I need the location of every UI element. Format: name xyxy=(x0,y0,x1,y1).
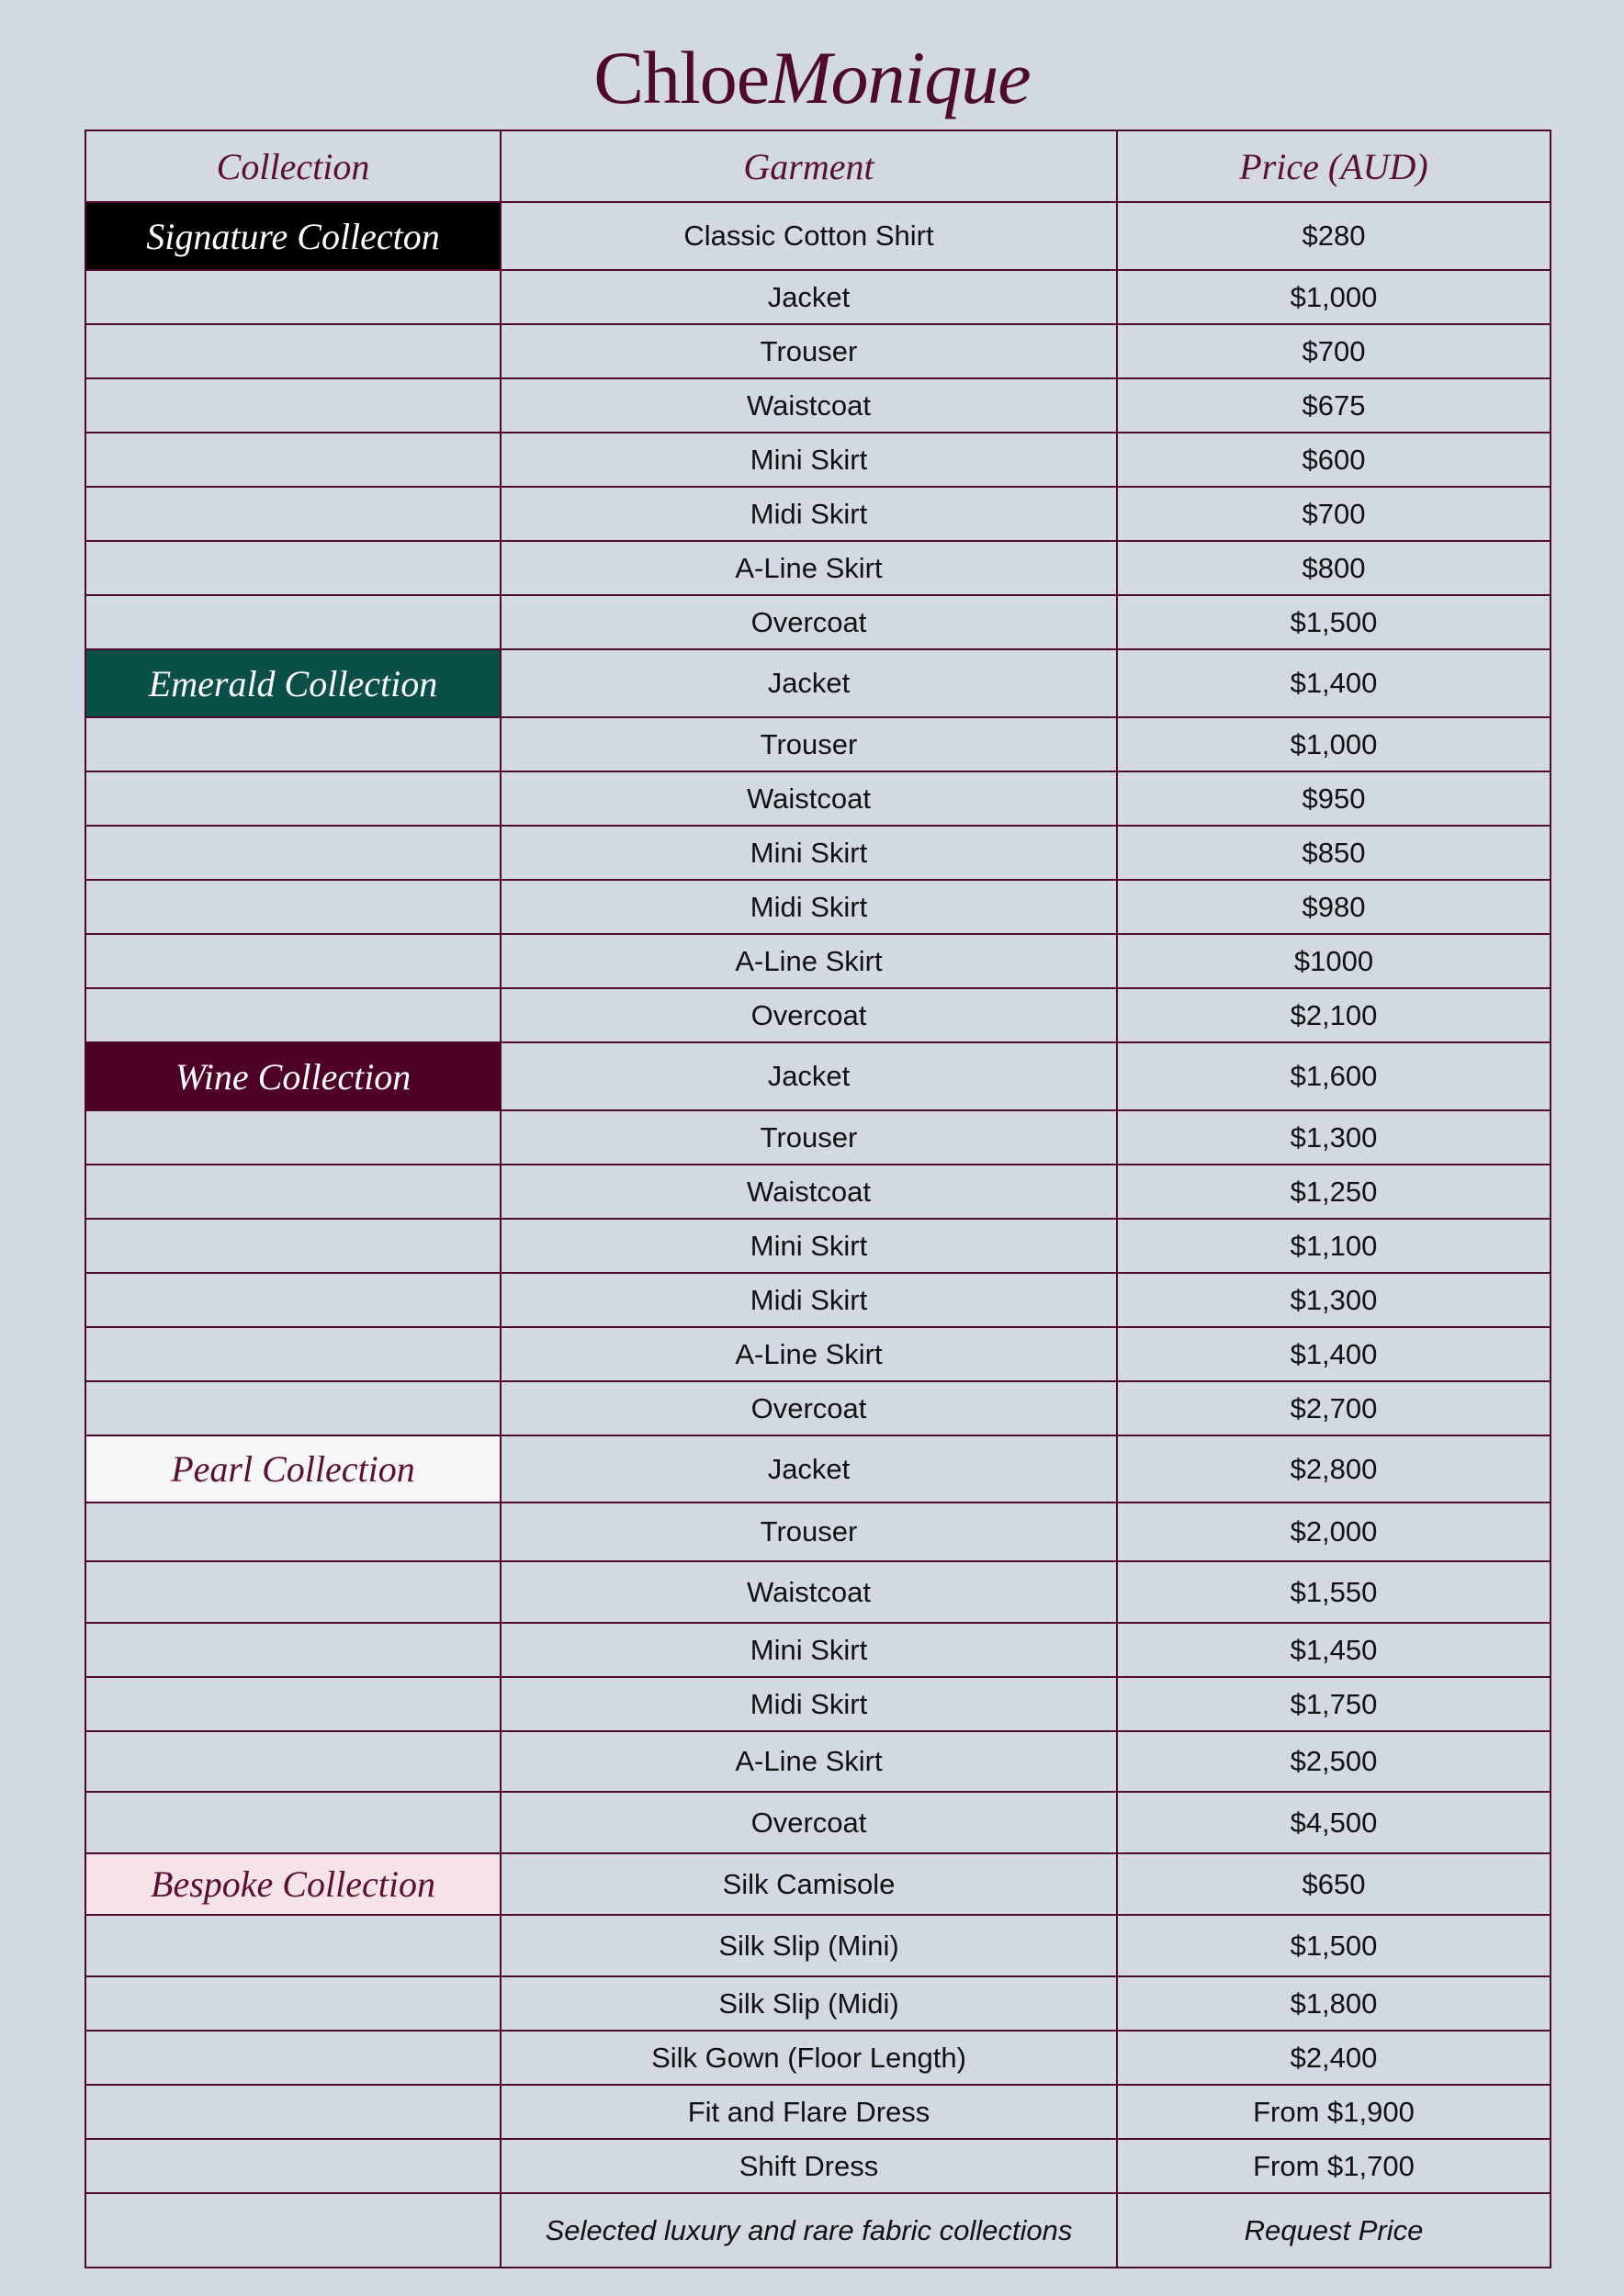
table-body xyxy=(86,203,1550,2267)
table-row xyxy=(86,1111,1550,1165)
table-row xyxy=(86,2032,1550,2086)
collection-cell-empty xyxy=(86,1977,500,2030)
price-cell: $2,000 xyxy=(1116,1503,1550,1560)
table-row xyxy=(86,935,1550,989)
garment-cell: Waistcoat xyxy=(500,1562,1116,1622)
price-cell: $1,500 xyxy=(1116,1916,1550,1975)
price-cell: $4,500 xyxy=(1116,1793,1550,1852)
collection-cell-empty xyxy=(86,2140,500,2192)
garment-cell: Midi Skirt xyxy=(500,1678,1116,1730)
table-row xyxy=(86,772,1550,827)
table-row xyxy=(86,433,1550,488)
price-cell: $2,800 xyxy=(1116,1436,1550,1502)
garment-cell: Mini Skirt xyxy=(500,1624,1116,1676)
price-cell: $1,500 xyxy=(1116,596,1550,648)
price-cell: $1,000 xyxy=(1116,718,1550,771)
collection-label: Wine Collection xyxy=(86,1043,500,1109)
collection-cell-empty xyxy=(86,1732,500,1791)
price-cell: $1,450 xyxy=(1116,1624,1550,1676)
price-cell: $600 xyxy=(1116,433,1550,486)
garment-cell: A-Line Skirt xyxy=(500,935,1116,987)
garment-cell: Overcoat xyxy=(500,1382,1116,1435)
garment-cell: Midi Skirt xyxy=(500,881,1116,933)
table-row xyxy=(86,1793,1550,1854)
header-price: Price (AUD) xyxy=(1116,131,1550,201)
price-cell: $700 xyxy=(1116,488,1550,540)
garment-cell: Jacket xyxy=(500,1436,1116,1502)
table-row xyxy=(86,271,1550,325)
table-row xyxy=(86,2086,1550,2140)
collection-cell-empty xyxy=(86,2086,500,2138)
price-cell: $2,400 xyxy=(1116,2032,1550,2084)
table-row xyxy=(86,1328,1550,1382)
collection-cell-empty xyxy=(86,433,500,486)
table-row xyxy=(86,881,1550,935)
collection-cell-empty xyxy=(86,1562,500,1622)
collection-cell-empty xyxy=(86,1793,500,1852)
collection-label: Pearl Collection xyxy=(86,1436,500,1502)
table-row xyxy=(86,488,1550,542)
garment-cell: Silk Slip (Midi) xyxy=(500,1977,1116,2030)
collection-cell-empty xyxy=(86,772,500,825)
table-row xyxy=(86,1977,1550,2032)
table-row xyxy=(86,650,1550,718)
price-cell: $1,100 xyxy=(1116,1220,1550,1272)
garment-cell: Jacket xyxy=(500,650,1116,716)
brand-second: Monique xyxy=(769,36,1031,119)
price-cell: $1,400 xyxy=(1116,1328,1550,1380)
collection-cell-empty xyxy=(86,271,500,323)
price-cell: From $1,700 xyxy=(1116,2140,1550,2192)
garment-cell: Silk Camisole xyxy=(500,1854,1116,1914)
price-cell: $1,800 xyxy=(1116,1977,1550,2030)
price-cell: $1,300 xyxy=(1116,1111,1550,1164)
table-row xyxy=(86,2194,1550,2267)
collection-cell-empty xyxy=(86,596,500,648)
table-row xyxy=(86,989,1550,1043)
table-row xyxy=(86,1854,1550,1916)
price-cell: $1,600 xyxy=(1116,1043,1550,1109)
collection-cell-empty xyxy=(86,881,500,933)
garment-cell: Overcoat xyxy=(500,989,1116,1041)
collection-label: Signature Collecton xyxy=(86,203,500,269)
price-cell: $2,700 xyxy=(1116,1382,1550,1435)
collection-cell-empty xyxy=(86,542,500,594)
garment-cell: Classic Cotton Shirt xyxy=(500,203,1116,269)
table-row xyxy=(86,2140,1550,2194)
collection-cell-empty xyxy=(86,1274,500,1326)
collection-cell-empty xyxy=(86,488,500,540)
table-row xyxy=(86,1624,1550,1678)
price-cell: $1,550 xyxy=(1116,1562,1550,1622)
garment-cell: Trouser xyxy=(500,1111,1116,1164)
table-row xyxy=(86,379,1550,433)
collection-cell-empty xyxy=(86,379,500,432)
price-table xyxy=(85,129,1551,2268)
garment-cell: A-Line Skirt xyxy=(500,1328,1116,1380)
collection-cell-empty xyxy=(86,718,500,771)
header-garment: Garment xyxy=(500,131,1116,201)
garment-cell: A-Line Skirt xyxy=(500,1732,1116,1791)
garment-cell: A-Line Skirt xyxy=(500,542,1116,594)
garment-cell: Waistcoat xyxy=(500,379,1116,432)
garment-cell: Mini Skirt xyxy=(500,433,1116,486)
collection-cell-empty xyxy=(86,1111,500,1164)
price-cell: $2,500 xyxy=(1116,1732,1550,1791)
price-cell: $950 xyxy=(1116,772,1550,825)
garment-cell: Jacket xyxy=(500,1043,1116,1109)
table-row xyxy=(86,1732,1550,1793)
collection-label: Emerald Collection xyxy=(86,650,500,716)
collection-cell-empty xyxy=(86,827,500,879)
table-row xyxy=(86,1274,1550,1328)
table-row xyxy=(86,203,1550,271)
garment-cell: Overcoat xyxy=(500,1793,1116,1852)
price-cell: $1000 xyxy=(1116,935,1550,987)
table-row xyxy=(86,1678,1550,1732)
collection-cell-empty xyxy=(86,1503,500,1560)
collection-cell-empty xyxy=(86,1624,500,1676)
collection-label: Bespoke Collection xyxy=(86,1854,500,1914)
collection-cell-empty xyxy=(86,1916,500,1975)
garment-cell: Mini Skirt xyxy=(500,827,1116,879)
price-cell: $2,100 xyxy=(1116,989,1550,1041)
table-row xyxy=(86,1382,1550,1436)
garment-cell: Midi Skirt xyxy=(500,488,1116,540)
price-cell: $1,000 xyxy=(1116,271,1550,323)
table-row xyxy=(86,718,1550,772)
garment-cell: Jacket xyxy=(500,271,1116,323)
price-cell: $850 xyxy=(1116,827,1550,879)
garment-cell: Silk Gown (Floor Length) xyxy=(500,2032,1116,2084)
price-cell: $1,300 xyxy=(1116,1274,1550,1326)
table-row xyxy=(86,1165,1550,1220)
garment-cell: Selected luxury and rare fabric collections xyxy=(500,2194,1116,2267)
price-cell: $800 xyxy=(1116,542,1550,594)
garment-cell: Shift Dress xyxy=(500,2140,1116,2192)
brand-logo xyxy=(0,28,1624,129)
price-cell: $1,250 xyxy=(1116,1165,1550,1218)
collection-cell-empty xyxy=(86,989,500,1041)
table-row xyxy=(86,1436,1550,1503)
garment-cell: Fit and Flare Dress xyxy=(500,2086,1116,2138)
table-row xyxy=(86,1503,1550,1562)
price-cell: $1,750 xyxy=(1116,1678,1550,1730)
price-cell: From $1,900 xyxy=(1116,2086,1550,2138)
garment-cell: Waistcoat xyxy=(500,772,1116,825)
collection-cell-empty xyxy=(86,935,500,987)
garment-cell: Waistcoat xyxy=(500,1165,1116,1218)
price-cell: $650 xyxy=(1116,1854,1550,1914)
collection-cell-empty xyxy=(86,1165,500,1218)
collection-cell-empty xyxy=(86,325,500,377)
price-cell: $280 xyxy=(1116,203,1550,269)
garment-cell: Trouser xyxy=(500,1503,1116,1560)
collection-cell-empty xyxy=(86,2032,500,2084)
collection-cell-empty xyxy=(86,1678,500,1730)
price-cell: $700 xyxy=(1116,325,1550,377)
table-row xyxy=(86,1562,1550,1624)
table-header-row xyxy=(86,131,1550,203)
collection-cell-empty xyxy=(86,1328,500,1380)
table-row xyxy=(86,325,1550,379)
garment-cell: Mini Skirt xyxy=(500,1220,1116,1272)
garment-cell: Trouser xyxy=(500,325,1116,377)
price-cell: $1,400 xyxy=(1116,650,1550,716)
table-row xyxy=(86,1916,1550,1977)
collection-cell-empty xyxy=(86,1382,500,1435)
garment-cell: Silk Slip (Mini) xyxy=(500,1916,1116,1975)
price-cell: $980 xyxy=(1116,881,1550,933)
collection-cell-empty xyxy=(86,2194,500,2267)
price-cell: Request Price xyxy=(1116,2194,1550,2267)
collection-cell-empty xyxy=(86,1220,500,1272)
price-cell: $675 xyxy=(1116,379,1550,432)
table-row xyxy=(86,1043,1550,1111)
garment-cell: Trouser xyxy=(500,718,1116,771)
table-row xyxy=(86,596,1550,650)
garment-cell: Overcoat xyxy=(500,596,1116,648)
table-row xyxy=(86,827,1550,881)
header-collection: Collection xyxy=(216,145,370,187)
table-row xyxy=(86,542,1550,596)
brand-first: Chloe xyxy=(593,36,770,119)
garment-cell: Midi Skirt xyxy=(500,1274,1116,1326)
table-row xyxy=(86,1220,1550,1274)
